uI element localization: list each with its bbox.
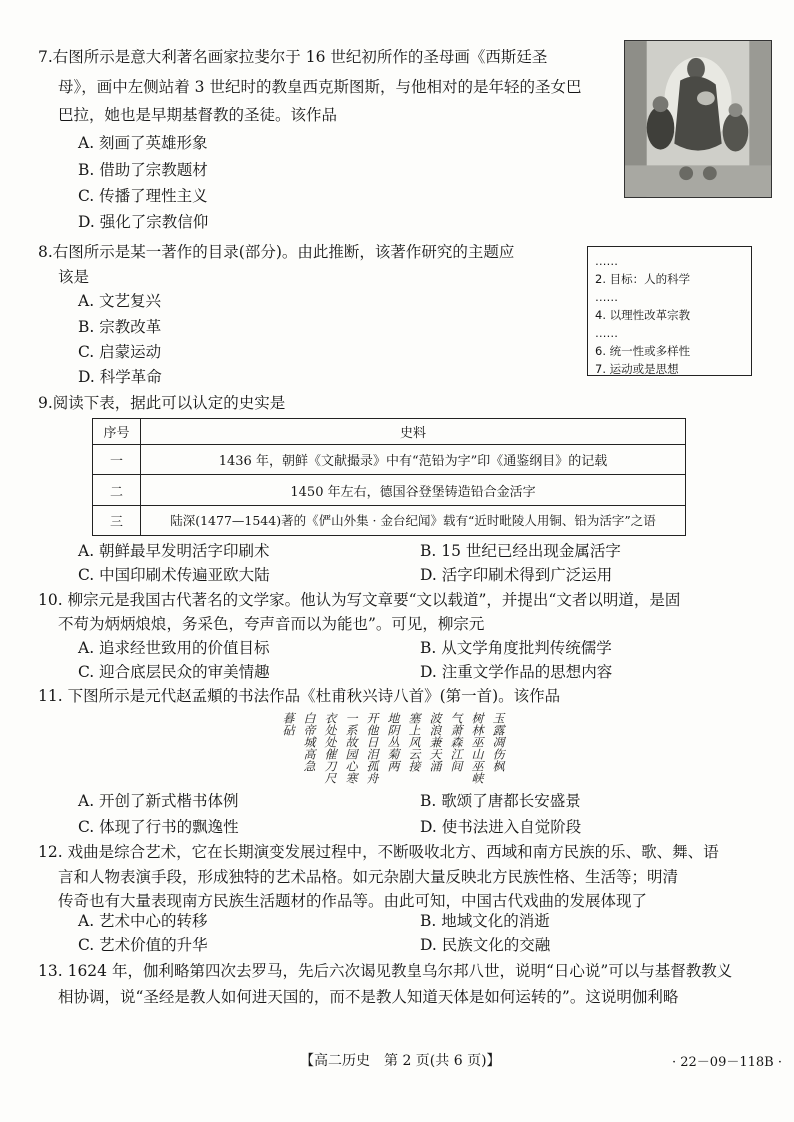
calligraphy-column: 气萧森江间: [449, 712, 463, 772]
q12-stem-line3: 传奇也有大量表现南方民族生活题材的作品等。由此可知，中国古代戏曲的发展体现了: [58, 892, 648, 910]
toc-item: 2. 目标：人的科学: [595, 272, 691, 286]
calligraphy-column: 白帝城高急: [302, 712, 316, 772]
q9-option-d: D. 活字印刷术得到广泛运用: [420, 566, 613, 584]
q11-option-c: C. 体现了行书的飘逸性: [78, 818, 239, 836]
q9-option-b: B. 15 世纪已经出现金属活字: [420, 542, 621, 560]
q8-option-c: C. 启蒙运动: [78, 343, 162, 361]
table-header-row: [93, 419, 686, 445]
q10-option-a: A. 追求经世致用的价值目标: [78, 639, 270, 657]
calligraphy-artwork: [272, 712, 504, 786]
toc-item: 4. 以理性改革宗教: [595, 308, 691, 322]
calligraphy-column: 塞上风云接: [407, 712, 421, 772]
q12-stem-line1: 12. 戏曲是综合艺术，它在长期演变发展过程中，不断吸收北方、西域和南方民族的乐、歌、舞、语: [38, 843, 719, 861]
q7-stem-line2: 母》，画中左侧站着 3 世纪时的教皇西克斯图斯，与他相对的是年轻的圣女巴: [58, 78, 582, 96]
q12-stem-line2: 言和人物表演手段，形成独特的艺术品格。如元杂剧大量反映北方民族性格、生活等；明清: [58, 868, 679, 886]
q10-stem-line1: 10. 柳宗元是我国古代著名的文学家。他认为写文章要“文以载道”，并提出“文者以明道，是固: [38, 591, 681, 609]
q7-option-a: A. 刻画了英雄形象: [78, 134, 208, 152]
calligraphy-column: 地阴丛菊两: [386, 712, 400, 772]
q12-option-b: B. 地域文化的消逝: [420, 912, 550, 930]
q7-option-d: D. 强化了宗教信仰: [78, 213, 209, 231]
q8-option-d: D. 科学革命: [78, 368, 162, 386]
calligraphy-column: 开他日泪孤舟: [365, 712, 379, 784]
q10-option-d: D. 注重文学作品的思想内容: [420, 663, 613, 681]
q13-stem-line1: 13. 1624 年，伽利略第四次去罗马，先后六次谒见教皇乌尔邦八世，说明“日心说”可以与基督教教义: [38, 962, 733, 980]
q12-option-c: C. 艺术价值的升华: [78, 936, 208, 954]
q11-stem: 11. 下图所示是元代赵孟頫的书法作品《杜甫秋兴诗八首》(第一首)。该作品: [38, 687, 561, 705]
q10-stem-line2: 不苟为炳炳烺烺，务采色，夸声音而以为能也”。可见，柳宗元: [58, 615, 485, 633]
table-cell-source: 陆深(1477—1544)著的《俨山外集 · 金台纪闻》载有“近时毗陵人用铜、铅为活字”之语: [141, 505, 686, 535]
q8-stem-line1: 8.右图所示是某一著作的目录(部分)。由此推断，该著作研究的主题应: [38, 243, 515, 261]
q9-stem: 9.阅读下表，据此可以认定的史实是: [38, 394, 286, 412]
q8-option-b: B. 宗教改革: [78, 318, 162, 336]
table-row: [93, 505, 686, 535]
table-header-number: 序号: [93, 419, 141, 445]
toc-item: ……: [595, 326, 618, 340]
table-header-source: 史料: [141, 419, 686, 445]
calligraphy-column: 暮砧: [281, 712, 295, 736]
sistine-madonna-painting: [624, 40, 772, 198]
table-row: [93, 445, 686, 475]
q7-stem-line3: 巴拉，她也是早期基督教的圣徒。该作品: [58, 106, 338, 124]
q11-option-a: A. 开创了新式楷书体例: [78, 792, 239, 810]
q11-option-b: B. 歌颂了唐都长安盛景: [420, 792, 581, 810]
table-cell-source: 1450 年左右，德国谷登堡铸造铅合金活字: [141, 475, 686, 505]
calligraphy-column: 衣处处催刀尺: [323, 712, 337, 784]
q8-option-a: A. 文艺复兴: [78, 292, 162, 310]
book-contents-box: [587, 246, 752, 376]
toc-item: 7. 运动或是思想: [595, 362, 679, 376]
q11-option-d: D. 使书法进入自觉阶段: [420, 818, 582, 836]
history-sources-table: [92, 418, 686, 536]
table-cell-source: 1436 年，朝鲜《文献撮录》中有“范铅为字”印《通鉴纲目》的记载: [141, 445, 686, 475]
toc-item: ……: [595, 290, 618, 304]
q10-option-c: C. 迎合底层民众的审美情趣: [78, 663, 270, 681]
page-footer-code: · 22－09－118B ·: [672, 1055, 782, 1070]
toc-item: 6. 统一性或多样性: [595, 344, 691, 358]
q7-option-b: B. 借助了宗教题材: [78, 161, 208, 179]
page-footer-label: 【高二历史 第 2 页(共 6 页)】: [300, 1053, 501, 1069]
calligraphy-column: 波浪兼天涌: [428, 712, 442, 772]
calligraphy-column: 一系故园心寒: [344, 712, 358, 784]
calligraphy-column: 树林巫山巫峡: [470, 712, 484, 784]
toc-item: ……: [595, 254, 618, 268]
q13-stem-line2: 相协调，说“圣经是教人如何进天国的，而不是教人知道天体是如何运转的”。这说明伽利略: [58, 988, 679, 1006]
calligraphy-column: 玉露凋伤枫: [491, 712, 505, 772]
q12-option-a: A. 艺术中心的转移: [78, 912, 208, 930]
table-cell-number: 一: [93, 445, 141, 475]
painting-image: [625, 41, 771, 197]
q7-stem-line1: 7.右图所示是意大利著名画家拉斐尔于 16 世纪初所作的圣母画《西斯廷圣: [38, 48, 548, 66]
table-cell-number: 三: [93, 505, 141, 535]
q9-option-c: C. 中国印刷术传遍亚欧大陆: [78, 566, 270, 584]
q7-option-c: C. 传播了理性主义: [78, 187, 208, 205]
table-cell-number: 二: [93, 475, 141, 505]
q9-option-a: A. 朝鲜最早发明活字印刷术: [78, 542, 270, 560]
q10-option-b: B. 从文学角度批判传统儒学: [420, 639, 612, 657]
q8-stem-line2: 该是: [58, 268, 90, 286]
table-row: [93, 475, 686, 505]
q12-option-d: D. 民族文化的交融: [420, 936, 551, 954]
